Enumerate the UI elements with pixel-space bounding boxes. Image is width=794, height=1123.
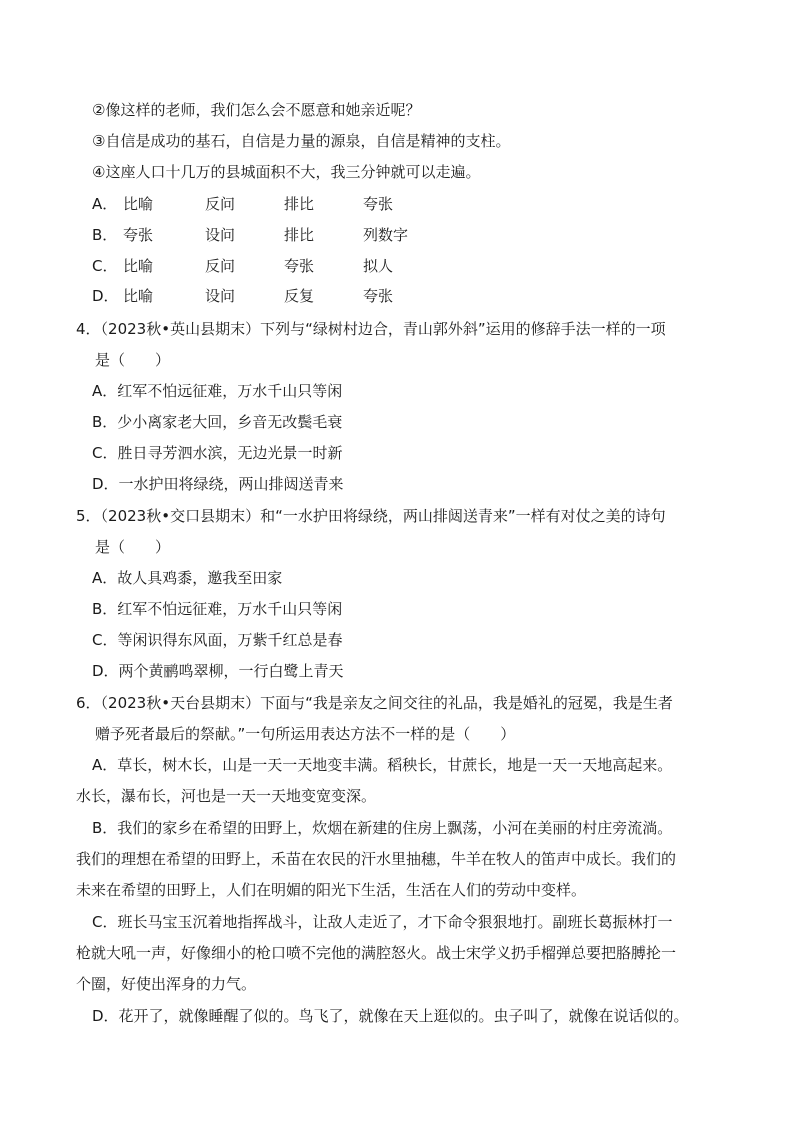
q3-option-d-term-4: 夸张 [363,287,394,305]
q5-option-d: D．两个黄鹂鸣翠柳，一行白鹭上青天 [92,662,344,680]
q3-option-c-term-3: 夸张 [284,257,315,275]
q6-stem-cont: 赠予死者最后的祭献。”一句所运用表达方法不一样的是（ ） [95,725,516,743]
q3-option-a-term-3: 排比 [284,195,315,213]
q3-option-c [92,255,492,277]
q3-item-2: ②像这样的老师，我们怎么会不愿意和她亲近呢？ [92,101,421,119]
q3-option-b-term-1: 夸张 [123,226,154,244]
q5-option-a: A．故人具鸡黍，邀我至田家 [92,569,283,587]
q6-option-c-line-3: 个圈，好使出浑身的力气。 [76,975,257,993]
q3-option-b-term-3: 排比 [284,226,315,244]
q3-option-b-term-2: 设问 [205,226,236,244]
q5-stem-cont: 是（ ） [95,538,171,556]
q3-option-a-letter: A． [92,195,118,213]
q3-option-c-letter: C． [92,257,118,275]
q6-option-b-line-1: B．我们的家乡在希望的田野上，炊烟在新建的住房上飘荡，小河在美丽的村庄旁流淌。 [92,819,673,837]
q3-option-d-term-3: 反复 [284,287,315,305]
q3-option-d-letter: D． [92,287,119,305]
q6-option-b-line-3: 未来在希望的田野上，人们在明媚的阳光下生活，生活在人们的劳动中变样。 [76,881,587,899]
q4-option-d: D．一水护田将绿绕，两山排闼送青来 [92,475,344,493]
q3-option-a-term-4: 夸张 [363,195,394,213]
q3-option-d [92,285,492,307]
q6-stem: 6．（2023秋•天台县期末）下面与“我是亲友之间交往的礼品，我是婚礼的冠冕，我是生者 [76,694,673,712]
q4-stem-cont: 是（ ） [95,351,171,369]
q5-option-b: B．红军不怕远征难，万水千山只等闲 [92,600,343,618]
q6-option-d-line-1: D．花开了，就像睡醒了似的。鸟飞了，就像在天上逛似的。虫子叫了，就像在说话似的。 [92,1007,689,1025]
q6-option-c-line-2: 枪就大吼一声，好像细小的枪口喷不完他的满腔怒火。战士宋学义扔手榴弹总要把胳膊抡一 [76,944,677,962]
q3-option-b-term-4: 列数字 [363,226,409,244]
q6-option-a-line-2: 水长，瀑布长，河也是一天一天地变宽变深。 [76,787,377,805]
q3-option-c-term-4: 拟人 [363,257,394,275]
q6-option-c-line-1: C．班长马宝玉沉着地指挥战斗，让敌人走近了，才下命令狠狠地打。副班长葛振林打一 [92,913,673,931]
q4-option-b: B．少小离家老大回，乡音无改鬓毛衰 [92,413,343,431]
q3-option-a-term-1: 比喻 [123,195,154,213]
q4-option-c: C．胜日寻芳泗水滨，无边光景一时新 [92,444,343,462]
q3-option-d-term-1: 比喻 [123,287,154,305]
q3-item-4: ④这座人口十几万的县城面积不大，我三分钟就可以走遍。 [92,163,481,181]
q3-item-3: ③自信是成功的基石，自信是力量的源泉，自信是精神的支柱。 [92,132,511,150]
q6-option-b-line-2: 我们的理想在希望的田野上，禾苗在农民的汗水里抽穗，牛羊在牧人的笛声中成长。我们的 [76,850,677,868]
q5-stem: 5．（2023秋•交口县期末）和“一水护田将绿绕，两山排闼送青来”一样有对仗之美的诗句 [76,507,666,525]
q4-option-a: A．红军不怕远征难，万水千山只等闲 [92,382,343,400]
q3-option-b [92,224,492,246]
q3-option-a-term-2: 反问 [205,195,236,213]
q3-option-d-term-2: 设问 [205,287,236,305]
q3-option-c-term-2: 反问 [205,257,236,275]
q5-option-c: C．等闲识得东风面，万紫千红总是春 [92,631,343,649]
q3-option-a [92,193,492,215]
q4-stem: 4．（2023秋•英山县期末）下列与“绿树村边合，青山郭外斜”运用的修辞手法一样的一项 [76,320,666,338]
q3-option-c-term-1: 比喻 [123,257,154,275]
q3-option-b-letter: B． [92,226,118,244]
q6-option-a-line-1: A．草长，树木长，山是一天一天地变丰满。稻秧长，甘蔗长，地是一天一天地高起来。 [92,756,673,774]
